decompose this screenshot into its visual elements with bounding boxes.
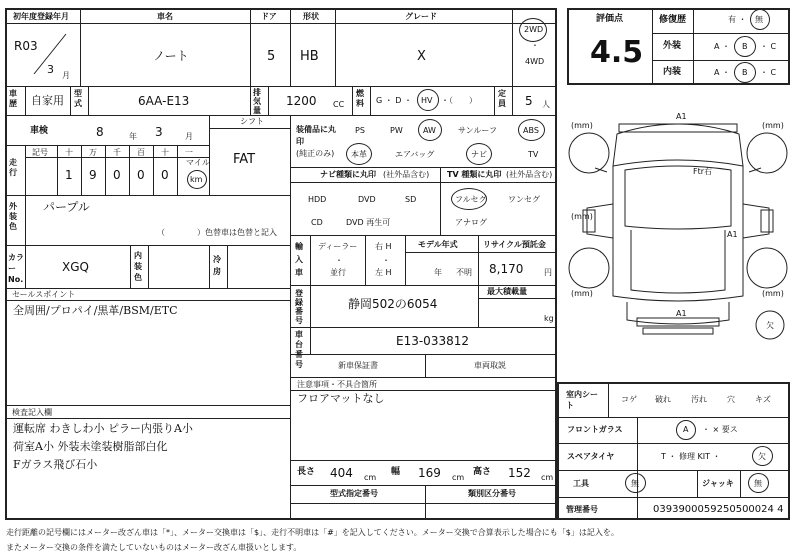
diagram-mm-1: (mm) [571,121,593,130]
mileage-digit-header: 万 [89,148,97,157]
diagram-mark-ftr: Ftr右 [693,167,713,176]
car-name-label: 車名 [157,12,173,21]
diagram-mark-a1-top: A1 [676,112,687,121]
inspector-line-2: 荷室A小 外装未塗装樹脂部白化 [13,440,168,453]
equip-aw: AW [423,126,436,135]
int-grade-label: 内装 [663,67,682,77]
ext-color-value: パープル [43,200,90,214]
history-label: 修復歴 [659,15,687,25]
model-value: 6AA-E13 [138,94,190,108]
recycle-value: 8,170 [489,262,524,276]
height-cm: cm [541,473,554,482]
tv-type-sub: (社外品含む) [506,170,553,179]
tools-label: 工具 [573,479,589,488]
mileage-digit: 0 [137,168,145,182]
score-label: 評価点 [596,14,624,24]
mileage-digit-header: 十 [161,148,169,157]
grade-label: グレード [405,12,437,21]
mileage-digit: 1 [65,168,73,182]
wheel-rear-left [569,248,609,288]
import-dealer: ディーラー [318,242,358,251]
width-cm: cm [452,473,465,482]
height-label: 高さ [473,467,492,477]
max-load-label: 最大積載量 [487,287,527,296]
equip-abs: ABS [523,126,539,135]
control-number-value: 0393900059250500024 4 [653,504,784,515]
import-parallel: 並行 [330,268,346,277]
ext-grade-b: B [742,42,748,51]
spare-missing: 欠 [758,452,766,461]
import-dot: ・ [335,256,343,265]
usage-label: 車歴 [9,89,17,108]
diagram-mm-3: (mm) [571,289,593,298]
jack-none: 無 [754,479,762,488]
month-unit: 月 [62,71,70,80]
usage-value: 自家用 [31,94,64,107]
plate-value: 静岡502の6054 [348,297,438,311]
width-value: 169 [418,466,441,480]
inspection-label: 車検 [30,126,49,136]
length-value: 404 [330,466,353,480]
navi-type-sub: (社外品含む) [383,170,430,179]
diagram-mark-a1-rear: A1 [676,309,687,318]
model-year-label: モデル年式 [418,240,458,249]
import-dot-2: ・ [382,256,390,265]
diagram-mark-missing: 欠 [766,321,774,330]
door-label: ドア [261,12,277,21]
score-value: 4.5 [590,35,644,70]
equip-tv: TV [528,150,539,159]
grade-value: X [417,49,426,64]
first-reg-month: 3 [47,63,54,76]
length-label: 長さ [297,467,316,477]
mileage-mile-label: マイル [186,158,210,167]
spare-tire-label: スペアタイヤ [567,452,615,461]
interior-item-yogore: 汚れ [691,395,707,404]
int-grade-c: ・ C [760,68,777,77]
diagram-mm-2: (mm) [762,121,784,130]
tools-none: 無 [631,479,639,488]
navi-dvd: DVD [358,195,376,204]
equip-ps: PS [355,126,365,135]
inspector-line-1: 運転席 わきしわ小 ピラー内張りA小 [13,422,193,435]
width-label: 幅 [391,467,401,477]
cc-unit: CC [333,100,345,109]
shift-label: シフト [240,117,264,126]
sales-point-label: セールスポイント [12,290,76,299]
inspection-month-unit: 月 [185,132,193,141]
mileage-kigo: 記号 [32,148,48,157]
vehicle-manual: 車両取説 [474,361,506,370]
front-glass-label: フロントガラス [567,425,623,434]
plate-label: 登録番号 [295,289,303,325]
navi-hdd: HDD [308,195,327,204]
history-yes: 有 ・ [728,15,747,24]
navi-sd: SD [405,195,417,204]
equip-sublabel: (純正のみ) [296,149,335,158]
mileage-digit: 9 [89,168,97,182]
type-designation-label: 型式指定番号 [330,489,378,498]
equip-leather: 本革 [351,150,367,159]
chassis-label: 車台番号 [295,330,303,369]
tv-fullseg: フルセグ [455,195,487,204]
mileage-digit-header: 百 [137,148,145,157]
capacity-value: 5 [525,94,533,108]
recycle-label: リサイクル預託金 [483,240,546,249]
new-car-warranty: 新車保証書 [338,361,378,370]
footer-line-2: またメーター交換の条件を満たしていないものはメーター改ざん車扱いとします。 [6,543,302,552]
equip-navi: ナビ [471,150,487,159]
ext-color-label: 外装色 [9,202,17,231]
mileage-digit: 0 [113,168,121,182]
wheel-rear-right [747,248,787,288]
drive-4wd: 4WD [525,57,545,66]
inspection-month: 3 [155,125,163,139]
ext-grade-label: 外装 [663,41,682,51]
car-damage-diagram [567,106,790,380]
inspection-year: 8 [96,125,104,139]
model-year-unknown: 不明 [456,268,472,277]
height-value: 152 [508,466,531,480]
displacement-value: 1200 [286,94,317,108]
model-year-unit: 年 [434,268,442,277]
displacement-label: 排気量 [253,88,261,115]
spare-options: T ・ 修理 KIT ・ [661,452,721,461]
first-reg-label: 初年度登録年月 [13,12,69,21]
ext-grade-a: A ・ [714,42,731,51]
length-cm: cm [364,473,377,482]
chassis-value: E13-033812 [396,334,469,348]
fuel-hv: HV [421,96,433,105]
diagram-mm-5: (mm) [571,212,593,221]
ext-grade-c: ・ C [760,42,777,51]
tv-type-label: TV 種類に丸印 [447,170,502,179]
interior-item-ana: 穴 [727,395,735,404]
inspection-year-unit: 年 [129,132,137,141]
inspector-label: 検査記入欄 [12,408,52,417]
int-grade-a: A ・ [714,68,731,77]
equip-label: 装備品に丸印 [296,125,336,146]
capacity-label: 定員 [498,89,506,108]
capacity-unit: 人 [542,100,550,109]
mileage-km: km [190,175,203,184]
ac-label: 冷房 [213,255,221,276]
import-label: 輸入車 [295,242,303,277]
fuel-other: ・（ ） [441,96,477,105]
interior-item-yabure: 破れ [655,395,671,404]
inspector-line-3: Fガラス飛び石小 [13,458,98,471]
equip-airbag: エアバッグ [395,150,435,159]
int-color-label: 内装色 [134,251,142,282]
fuel-label: 燃料 [356,89,364,108]
model-label: 型式 [74,89,82,108]
recycle-yen: 円 [544,268,552,277]
mileage-digit-header: 千 [113,148,121,157]
color-no-label: カラーNo. [8,253,24,284]
shape-label: 形状 [303,12,319,21]
fuel-options: G ・ D ・ [376,96,412,105]
wheel-front-right [747,133,787,173]
equip-pw: PW [390,126,403,135]
drive-2wd: 2WD [524,25,544,34]
import-right-h: 右 H [375,242,392,251]
interior-seat-label: 室内シート [566,390,598,410]
mileage-digit-header: 一 [185,148,193,157]
glass-a: A [683,425,689,434]
shift-value: FAT [233,152,256,167]
mileage-digit: 0 [161,168,169,182]
glass-rest: ・ × 要ス [702,425,738,434]
color-no-value: XGQ [62,260,89,274]
diagram-mark-a1-side: A1 [727,230,738,239]
mileage-label: 走行 [9,158,17,177]
footer-line-1: 走行距離の記号欄にはメーター改ざん車は「*」、メーター交換車は「$」、走行不明車は「#」を記入してください。メーター交換で合算表示した場合にも「$」は記入を。 [6,528,619,537]
mileage-digit-header: 十 [65,148,73,157]
shape-value: HB [300,49,319,64]
drive-dot: ・ [531,41,539,50]
sales-point-text: 全周囲/プロパイ/黒革/BSM/ETC [13,304,178,317]
notes-text: フロアマットなし [297,392,385,405]
navi-dvd-play: DVD 再生可 [346,218,391,227]
equip-sunroof: サンルーフ [458,126,497,135]
history-none: 無 [755,15,763,24]
color-change-note: （ ）色替車は色替と記入 [157,228,277,237]
navi-type-label: ナビ種類に丸印 [320,170,376,179]
navi-cd: CD [311,218,323,227]
car-name: ノート [153,49,189,63]
jack-label: ジャッキ [702,479,734,488]
tv-analog: アナログ [455,218,487,227]
int-grade-b: B [742,68,748,77]
import-left-h: 左 H [375,268,392,277]
diagram-mm-4: (mm) [762,289,784,298]
first-reg-year: R03 [14,39,38,53]
wheel-front-left [569,133,609,173]
max-load-kg: kg [544,314,554,323]
tv-oneseg: ワンセグ [508,195,540,204]
interior-item-kogé: コゲ [621,395,637,404]
door-value: 5 [267,49,276,64]
control-number-label: 管理番号 [566,505,598,514]
interior-item-kizu: キズ [755,395,771,404]
class-number-label: 類別区分番号 [468,489,516,498]
notes-label: 注意事項・不具合箇所 [297,380,377,389]
